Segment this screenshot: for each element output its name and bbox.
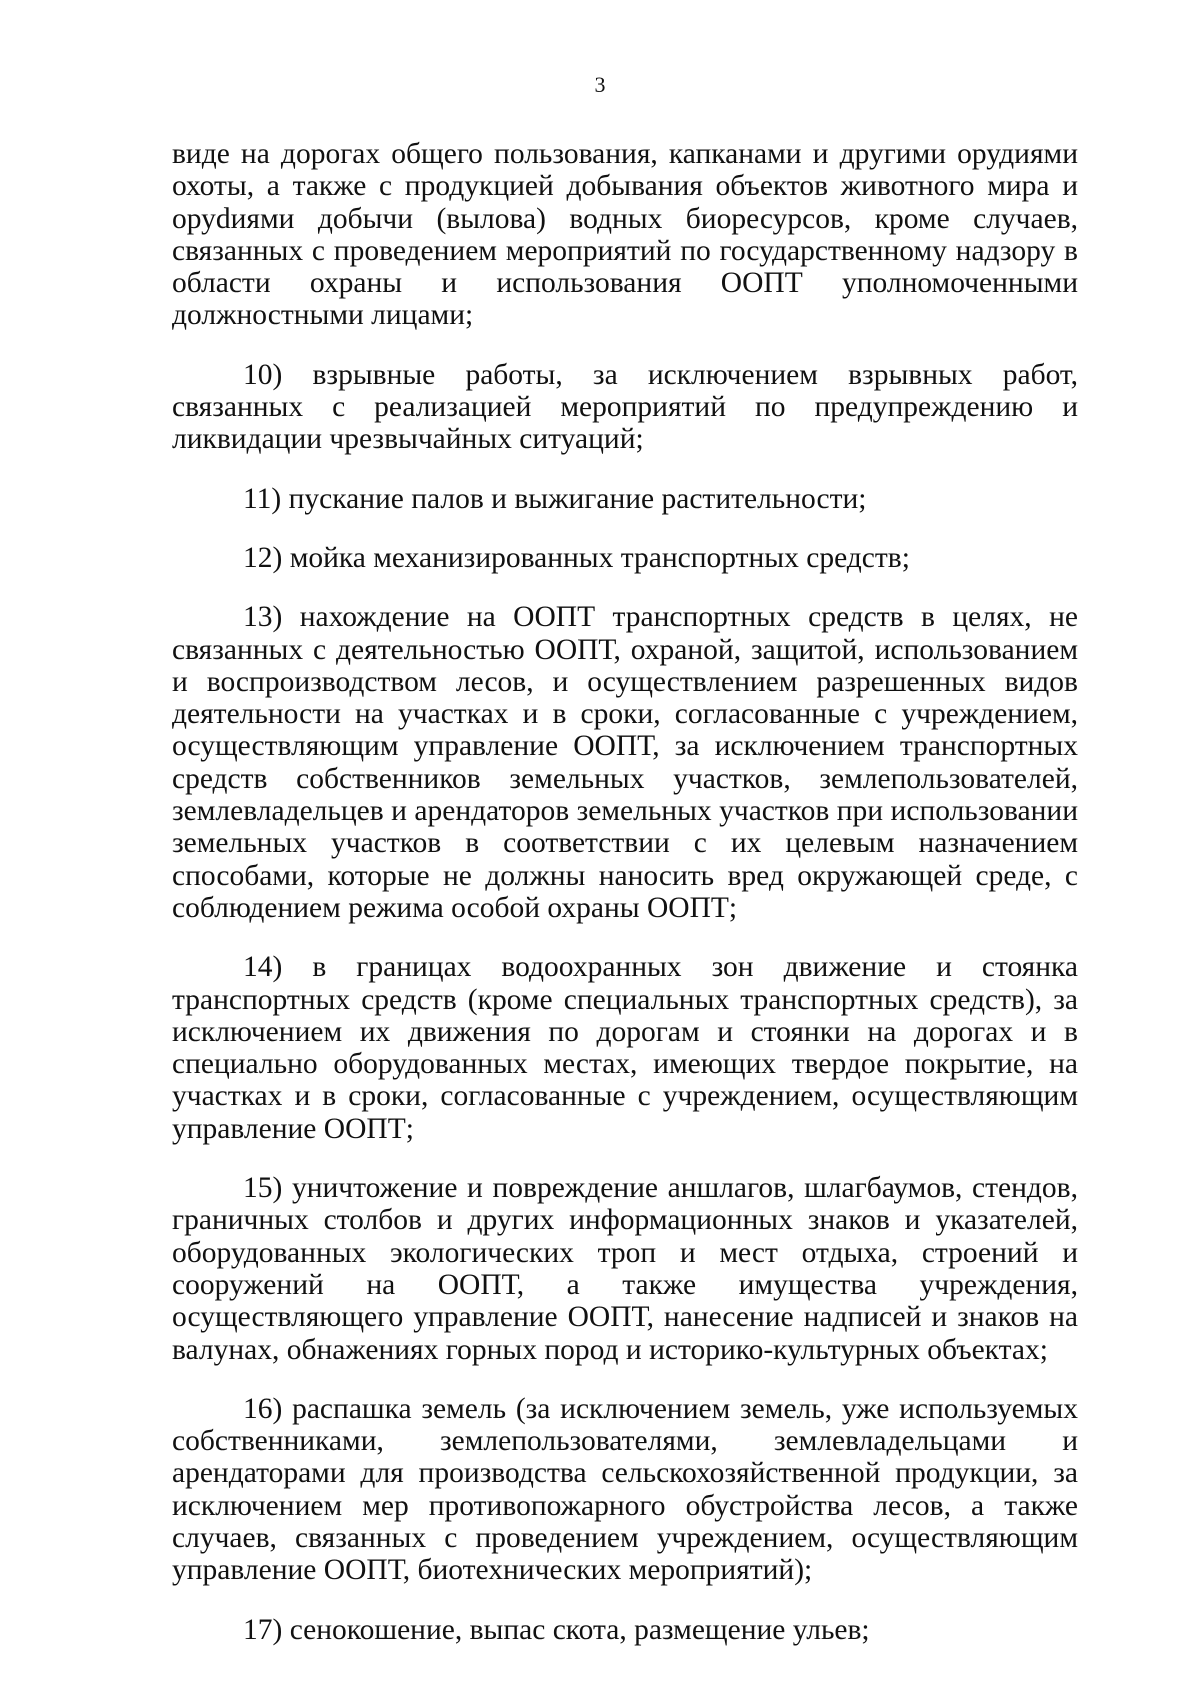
paragraph-item-10: 10) взрывные работы, за исключением взрывных работ, связанных с реализацией мероприятий по предупреждению и ликвидации чрезвычайных ситуаций; (172, 358, 1078, 456)
document-body (172, 138, 1078, 1673)
paragraph-item-17: 17) сенокошение, выпас скота, размещение ульев; (243, 1613, 870, 1646)
paragraph-item-13: 13) нахождение на ООПТ транспортных средств в целях, не связанных с деятельностью ООПТ, охраной, защитой, использованием и воспроизводством лесов, и осуществлением разрешенных видов деятельности на участках и в сроки, согласованные с учреждением, осуществляющим управление ООПТ, за исключением транспортных средств собственников земельных участков, землепользователей, землевладельцев и арендаторов земельных участков при использовании земельных участков в соответствии с их целевым назначением способами, которые не должны наносить вред окружающей среде, с соблюдением режима особой охраны ООПТ; (172, 601, 1078, 924)
paragraph-continuation: виде на дорогах общего пользования, капканами и другими орудиями охоты, а также с продукцией добывания объектов животного мира и оруdиями добычи (вылова) водных биоресурсов, кроме случаев, связанных с проведением мероприятий по государственному надзору в области охраны и использования ООПТ уполномоченными должностными лицами; (172, 138, 1078, 332)
paragraph-item-11: 11) пускание палов и выжигание растительности; (243, 482, 867, 515)
page-number: 3 (594, 72, 606, 97)
paragraph-item-14: 14) в границах водоохранных зон движение и стоянка транспортных средств (кроме специальных транспортных средств), за исключением их движения по дорогам и стоянки на дорогах и в специально оборудованных местах, имеющих твердое покрытие, на участках и в сроки, согласованные с учреждением, осуществляющим управление ООПТ; (172, 951, 1078, 1145)
paragraph-item-16: 16) распашка земель (за исключением земель, уже используемых собственниками, землепользователями, землевладельцами и арендаторами для производства сельскохозяйственной продукции, за исключением мер противопожарного обустройства лесов, а также случаев, связанных с проведением учреждением, осуществляющим управление ООПТ, биотехнических мероприятий); (172, 1392, 1078, 1587)
paragraph-item-15: 15) уничтожение и повреждение аншлагов, шлагбаумов, стендов, граничных столбов и других информационных знаков и указателей, оборудованных экологических троп и мест отдыха, строений и сооружений на ООПТ, а также имущества учреждения, осуществляющего управление ООПТ, нанесение надписей и знаков на валунах, обнажениях горных пород и историко-культурных объектах; (172, 1172, 1078, 1366)
paragraph-item-12: 12) мойка механизированных транспортных средств; (243, 541, 910, 574)
